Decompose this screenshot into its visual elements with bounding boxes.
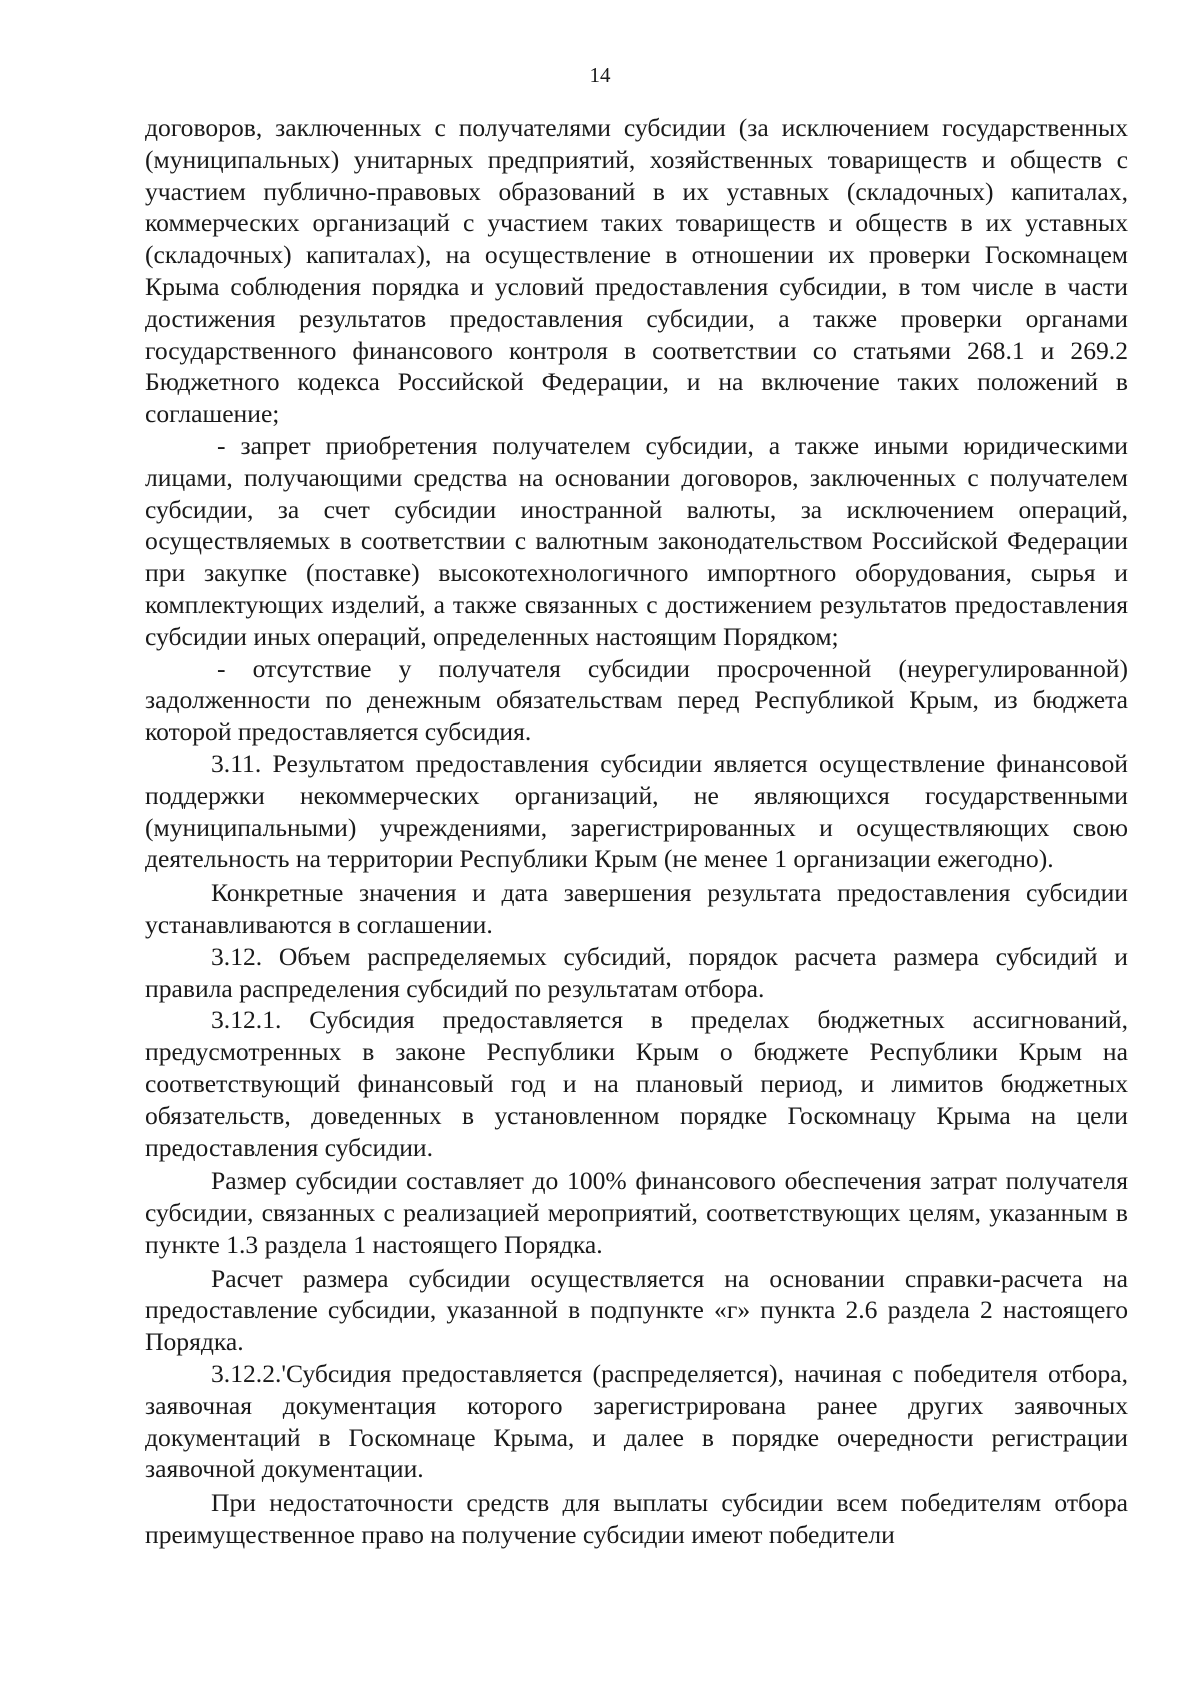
paragraph-no-overdue-debt: - отсутствие у получателя субсидии просроченной (неурегулированной) задолженности по денежным обязательствам перед Республикой Крым, из бюджета которой предоставляется субсидия. <box>145 653 1128 747</box>
paragraph-3-12-2-distribution: 3.12.2.'Субсидия предоставляется (распределяется), начиная с победителя отбора, заявочная документация которого зарегистрирована ранее других заявочных документаций в Госкомнаце Крыма, и далее в порядке очередности регистрации заявочной документации. <box>145 1359 1128 1484</box>
paragraph-insufficient-funds: При недостаточности средств для выплаты субсидии всем победителям отбора преимущественное право на получение субсидии имеют победители <box>145 1488 1128 1550</box>
paragraph-3-12-1-limits: 3.12.1. Субсидия предоставляется в пределах бюджетных ассигнований, предусмотренных в законе Республики Крым о бюджете Республики Крым на соответствующий финансовый год и на плановый период, и лимитов бюджетных обязательств, доведенных в установленном порядке Госкомнацу Крыма на цели предоставления субсидии. <box>145 1005 1128 1162</box>
document-body <box>145 112 1128 1551</box>
paragraph-result-values: Конкретные значения и дата завершения результата предоставления субсидии устанавливаются в соглашении. <box>145 878 1128 939</box>
paragraph-currency-purchase-ban: - запрет приобретения получателем субсидии, а также иными юридическими лицами, получающими средства на основании договоров, заключенных с получателем субсидии, за счет субсидии иностранной валюты, за исключением операций, осуществляемых в соответствии с валютным законодательством Российской Федерации при закупке (поставке) высокотехнологичного импортного оборудования, сырья и комплектующих изделий, а также связанных с достижением результатов предоставления субсидии иных операций, определенных настоящим Порядком; <box>145 430 1128 651</box>
paragraph-3-12-volume: 3.12. Объем распределяемых субсидий, порядок расчета размера субсидий и правила распределения субсидий по результатам отбора. <box>145 941 1128 1003</box>
paragraph-size-calculation: Расчет размера субсидии осуществляется на основании справки-расчета на предоставление субсидии, указанной в подпункте «г» пункта 2.6 раздела 2 настоящего Порядка. <box>145 1263 1128 1357</box>
paragraph-3-11-result: 3.11. Результатом предоставления субсидии является осуществление финансовой поддержки некоммерческих организаций, не являющихся государственными (муниципальными) учреждениями, зарегистрированных и осуществляющих свою деятельность на территории Республики Крым (не менее 1 организации ежегодно). <box>145 748 1128 874</box>
paragraph-agreements-continuation: договоров, заключенных с получателями субсидии (за исключением государственных (муниципальных) унитарных предприятий, хозяйственных товариществ и обществ с участием публично-правовых образований в их уставных (складочных) капиталах, коммерческих организаций с участием таких товариществ и обществ в их уставных (складочных) капиталах), на осуществление в отношении их проверки Госкомнацем Крыма соблюдения порядка и условий предоставления субсидии, в том числе в части достижения результатов предоставления субсидии, а также проверки органами государственного финансового контроля в соответствии со статьями 268.1 и 269.2 Бюджетного кодекса Российской Федерации, и на включение таких положений в соглашение; <box>145 113 1128 429</box>
page-number: 14 <box>589 63 611 87</box>
paragraph-subsidy-size: Размер субсидии составляет до 100% финансового обеспечения затрат получателя субсидии, связанных с реализацией мероприятий, соответствующих целям, указанным в пункте 1.3 раздела 1 настоящего Порядка. <box>145 1166 1128 1259</box>
